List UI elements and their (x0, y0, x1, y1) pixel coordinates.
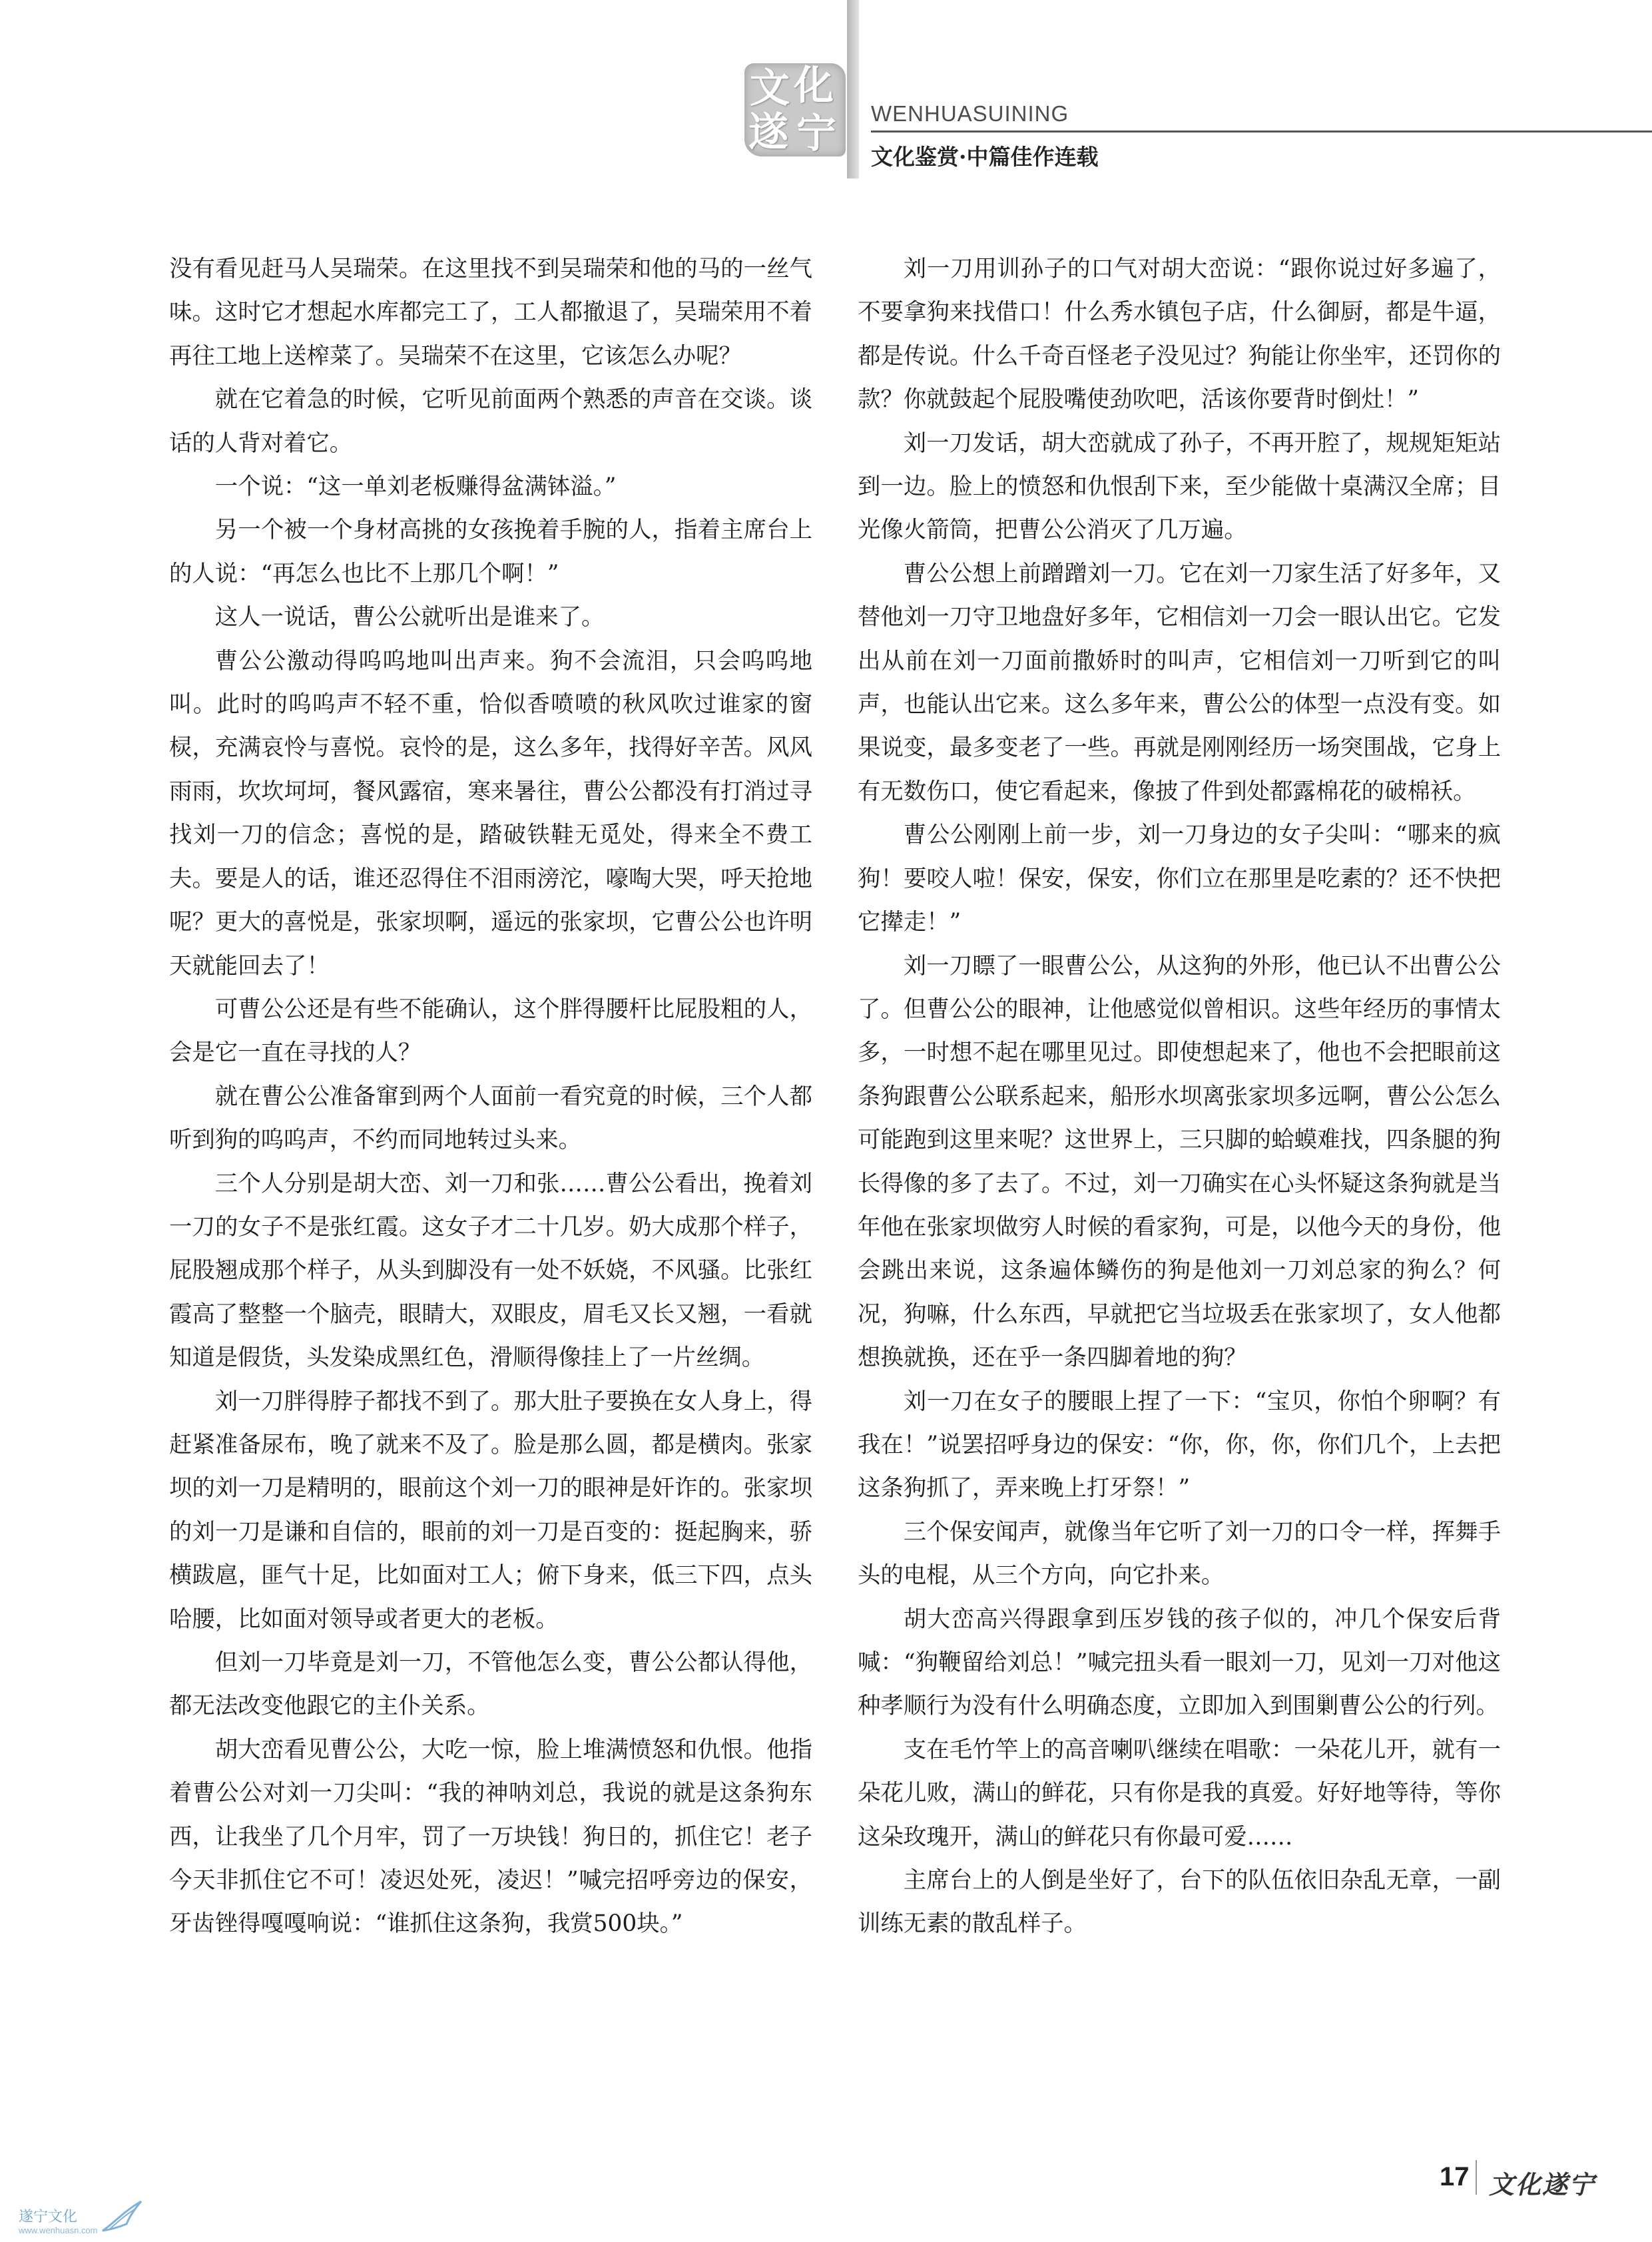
footer-divider (1476, 2160, 1477, 2195)
logo-char: 遂 (748, 109, 788, 156)
magazine-english-name: WENHUASUINING (871, 101, 1069, 126)
header-divider (871, 131, 1652, 133)
paragraph: 三个保安闻声，就像当年它听了刘一刀的口令一样，挥舞手头的电棍，从三个方向，向它扑来。 (858, 1518, 1501, 1589)
wing-icon (100, 2197, 146, 2235)
paragraph: 但刘一刀毕竟是刘一刀，不管他怎么变，曹公公都认得他，都无法改变他跟它的主仆关系。 (169, 1649, 812, 1720)
article-column-left (169, 248, 812, 1946)
paragraph: 刘一刀瞟了一眼曹公公，从这狗的外形，他已认不出曹公公了。但曹公公的眼神，让他感觉似曾相识。这些年经历的事情太多，一时想不起在哪里见过。即使想起来了，他也不会把眼前这条狗跟曹公公联系起来，船形水坝离张家坝多远啊，曹公公怎么可能跑到这里来呢？这世界上，三只脚的蛤蟆难找，四条腿的狗长得像的多了去了。不过，刘一刀确实在心头怀疑这条狗就是当年他在张家坝做穷人时候的看家狗，可是，以他今天的身份，他会跳出来说，这条遍体鳞伤的狗是他刘一刀刘总家的狗么？何况，狗嘛，什么东西，早就把它当垃圾丢在张家坝了，女人他都想换就换，还在乎一条四脚着地的狗？ (858, 952, 1501, 1372)
footer-brand: 文化遂宁 (1489, 2169, 1596, 2199)
page-number: 17 (1440, 2162, 1470, 2191)
header-gray-band (847, 0, 859, 178)
paragraph: 可曹公公还是有些不能确认，这个胖得腰杆比屁股粗的人，会是它一直在寻找的人？ (169, 995, 812, 1067)
paragraph: 刘一刀发话，胡大峦就成了孙子，不再开腔了，规规矩矩站到一边。脸上的愤怒和仇恨刮下来，至少能做十桌满汉全席；目光像火箭筒，把曹公公消灭了几万遍。 (858, 429, 1501, 544)
paragraph: 主席台上的人倒是坐好了，台下的队伍依旧杂乱无章，一副训练无素的散乱样子。 (858, 1867, 1501, 1938)
paragraph: 另一个被一个身材高挑的女孩挽着手腕的人，指着主席台上的人说：“再怎么也比不上那几个啊！” (169, 517, 812, 587)
article-column-right (858, 248, 1501, 1946)
paragraph: 没有看见赶马人吴瑞荣。在这里找不到吴瑞荣和他的马的一丝气味。这时它才想起水库都完工了，工人都撤退了，吴瑞荣用不着再往工地上送榨菜了。吴瑞荣不在这里，它该怎么办呢？ (169, 256, 812, 370)
wenhua-suining-seal-logo (744, 63, 846, 156)
paragraph: 一个说：“这一单刘老板赚得盆满钵溢。” (214, 473, 617, 501)
section-title: 文化鉴赏·中篇佳作连载 (871, 144, 1099, 170)
paragraph: 曹公公刚刚上前一步，刘一刀身边的女子尖叫：“哪来的疯狗！要咬人啦！保安，保安，你们立在那里是吃素的？还不快把它撵走！” (858, 822, 1501, 936)
paragraph: 刘一刀胖得脖子都找不到了。那大肚子要换在女人身上，得赶紧准备尿布，晚了就来不及了。脸是那么圆，都是横肉。张家坝的刘一刀是精明的，眼前这个刘一刀的眼神是奸诈的。张家坝的刘一刀是谦和自信的，眼前的刘一刀是百变的：挺起胸来，骄横跋扈，匪气十足，比如面对工人；俯下身来，低三下四，点头哈腰，比如面对领导或者更大的老板。 (169, 1388, 812, 1633)
paragraph: 刘一刀在女子的腰眼上捏了一下：“宝贝，你怕个卵啊？有我在！”说罢招呼身边的保安：“你，你，你，你们几个，上去把这条狗抓了，弄来晚上打牙祭！” (858, 1388, 1501, 1502)
paragraph: 刘一刀用训孙子的口气对胡大峦说：“跟你说过好多遍了，不要拿狗来找借口！什么秀水镇包子店，什么御厨，都是牛逼，都是传说。什么千奇百怪老子没见过？狗能让你坐牢，还罚你的款？你就鼓起个屁股嘴使劲吹吧，活该你要背时倒灶！” (858, 256, 1501, 414)
paragraph: 支在毛竹竿上的高音喇叭继续在唱歌：一朵花儿开，就有一朵花儿败，满山的鲜花，只有你是我的真爱。好好地等待，等你这朵玫瑰开，满山的鲜花只有你最可爱…… (858, 1736, 1501, 1850)
logo-char: 文 (750, 65, 790, 112)
paragraph: 就在曹公公准备窜到两个人面前一看究竟的时候，三个人都听到狗的呜呜声，不约而同地转过头来。 (169, 1083, 812, 1154)
paragraph: 曹公公激动得呜呜地叫出声来。狗不会流泪，只会呜呜地叫。此时的呜呜声不轻不重，恰似香喷喷的秋风吹过谁家的窗棂，充满哀怜与喜悦。哀怜的是，这么多年，找得好辛苦。风风雨雨，坎坎坷坷，餐风露宿，寒来暑往，曹公公都没有打消过寻找刘一刀的信念；喜悦的是，踏破铁鞋无觅处，得来全不费工夫。要是人的话，谁还忍得住不泪雨滂沱，嚎啕大哭，呼天抢地呢？更大的喜悦是，张家坝啊，遥远的张家坝，它曹公公也许明天就能回去了！ (169, 647, 812, 980)
paragraph: 胡大峦看见曹公公，大吃一惊，脸上堆满愤怒和仇恨。他指着曹公公对刘一刀尖叫：“我的神呐刘总，我说的就是这条狗东西，让我坐了几个月牢，罚了一万块钱！狗日的，抓住它！老子今天非抓住它不可！凌迟处死，凌迟！”喊完招呼旁边的保安，牙齿锉得嘎嘎响说：“谁抓住这条狗，我赏500块。” (169, 1736, 812, 1938)
paragraph: 这人一说话，曹公公就听出是谁来了。 (214, 604, 605, 631)
watermark-text: 遂宁文化 (19, 2209, 78, 2225)
paragraph: 就在它着急的时候，它听见前面两个熟悉的声音在交谈。谈话的人背对着它。 (169, 386, 812, 457)
watermark-url: www.wenhuasn.com (19, 2225, 98, 2235)
logo-char: 宁 (796, 111, 836, 157)
paragraph: 胡大峦高兴得跟拿到压岁钱的孩子似的，冲几个保安后背喊：“狗鞭留给刘总！”喊完扭头看一眼刘一刀，见刘一刀对他这种孝顺行为没有什么明确态度，立即加入到围剿曹公公的行列。 (858, 1605, 1501, 1720)
paragraph: 三个人分别是胡大峦、刘一刀和张……曹公公看出，挽着刘一刀的女子不是张红霞。这女子才二十几岁。奶大成那个样子，屁股翘成那个样子，从头到脚没有一处不妖娆，不风骚。比张红霞高了整整一个脑壳，眼睛大，双眼皮，眉毛又长又翘，一看就知道是假货，头发染成黑红色，滑顺得像挂上了一片丝绸。 (169, 1170, 812, 1372)
logo-char: 化 (794, 63, 834, 109)
paragraph: 曹公公想上前蹭蹭刘一刀。它在刘一刀家生活了好多年，又替他刘一刀守卫地盘好多年，它相信刘一刀会一眼认出它。它发出从前在刘一刀面前撒娇时的叫声，它相信刘一刀听到它的叫声，也能认出它来。这么多年来，曹公公的体型一点没有变。如果说变，最多变老了一些。再就是刚刚经历一场突围战，它身上有无数伤口，使它看起来，像披了件到处都露棉花的破棉袄。 (858, 560, 1501, 805)
